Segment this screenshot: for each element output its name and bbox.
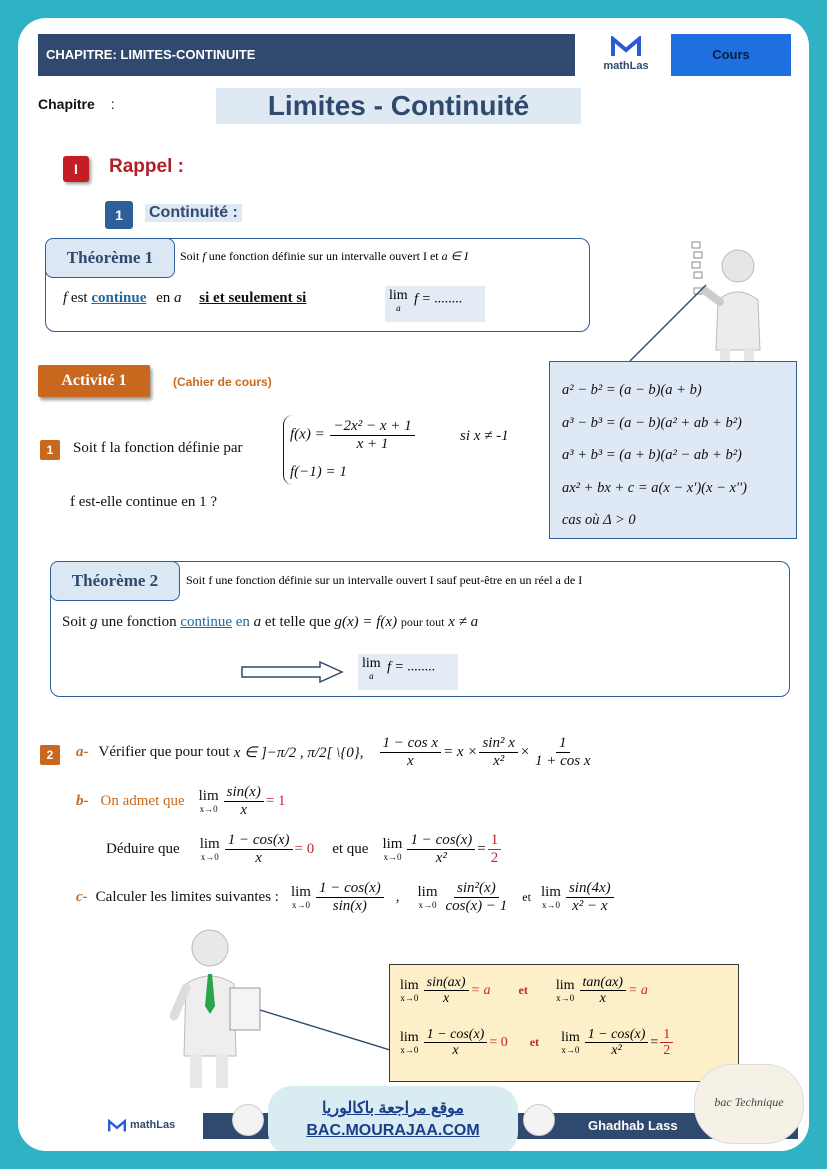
mathlas-logo-icon xyxy=(611,36,641,58)
s4-result xyxy=(660,1027,673,1059)
q2-a-eq: = x × xyxy=(443,743,478,760)
q2-d2-rnum: 1 xyxy=(488,832,502,850)
definition-line-1 xyxy=(290,418,417,452)
t2-fonction: une fonction xyxy=(101,614,177,630)
t2-cond: x ≠ a xyxy=(448,614,479,630)
t1-line-f: f xyxy=(63,290,68,306)
q2-a-text: Vérifier que pour tout xyxy=(98,743,230,760)
page-title: Limites - Continuité xyxy=(216,88,581,124)
s1-frac xyxy=(424,975,469,1007)
q2-c3-den: x² − x xyxy=(572,897,608,914)
identity-5: cas où Δ > 0 xyxy=(562,512,636,528)
s1-lim-word: lim xyxy=(400,978,419,994)
identity-1: a² − b² = (a − b)(a + b) xyxy=(562,382,702,398)
s1-lim-sub: x→0 xyxy=(400,993,419,1004)
theorem-1-statement xyxy=(180,249,468,264)
q2-c1-lim-sub: x→0 xyxy=(291,900,310,910)
s3-res: = 0 xyxy=(489,1034,508,1050)
q2-c1-den: sin(x) xyxy=(332,897,367,914)
footer-author: Ghadhab Lass xyxy=(588,1118,678,1133)
s4-lim-sub: x→0 xyxy=(561,1045,580,1056)
s3-lim-sub: x→0 xyxy=(400,1045,419,1056)
subsection-number: 1 xyxy=(105,201,133,229)
stamp-text: bac Technique xyxy=(714,1095,784,1109)
s1-res: = a xyxy=(470,982,491,998)
q2-a-f2-den: x² xyxy=(493,752,505,769)
t1-soit: Soit xyxy=(180,249,200,263)
q2-a-label: a- xyxy=(76,743,89,760)
t1-f: f xyxy=(202,249,206,263)
s1-num: sin(ax) xyxy=(424,975,469,991)
q2-a-times: × xyxy=(519,743,531,760)
t1-lim-word: lim xyxy=(389,288,408,303)
t2-continue: continue xyxy=(180,614,232,630)
q2-d2-lim-sub: x→0 xyxy=(383,852,402,862)
q2-c-line xyxy=(76,880,616,914)
theorem-1-label: Théorème 1 xyxy=(45,238,175,278)
q2-c2-frac xyxy=(443,880,511,914)
q2-d2-lim-word: lim xyxy=(382,836,403,852)
theorem-2-label: Théorème 2 xyxy=(50,561,180,601)
chapter-header: CHAPITRE: LIMITES-CONTINUITE xyxy=(38,34,575,76)
theorem-1-line xyxy=(63,290,306,307)
q2-a-f1-den: x xyxy=(406,752,414,769)
question-1-number: 1 xyxy=(40,440,60,460)
s4-lim-word: lim xyxy=(561,1030,580,1046)
q2-c2-lim-sub: x→0 xyxy=(418,900,437,910)
identities-box xyxy=(549,361,797,539)
s3-den: x xyxy=(452,1043,459,1059)
identity-4: ax² + bx + c = a(x − x')(x − x'') xyxy=(562,479,747,496)
q2-c2-lim-word: lim xyxy=(417,884,438,900)
t1-cond: a ∈ I xyxy=(441,249,469,263)
s2-den: x xyxy=(599,991,606,1007)
activity-1-note: (Cahier de cours) xyxy=(173,375,272,389)
def1-cond: si x ≠ -1 xyxy=(460,428,509,444)
t1-desc: une fonction définie sur un intervalle ouvert I et xyxy=(208,249,439,263)
q2-c3-frac xyxy=(566,880,614,914)
q2-d2-num: 1 − cos(x) xyxy=(407,832,475,850)
q2-d1-lim xyxy=(200,836,220,862)
t1-lim-sub: a xyxy=(396,303,401,313)
q2-d2-lim xyxy=(382,836,402,862)
q2-c-text: Calculer les limites suivantes : xyxy=(95,888,279,905)
section-title: Rappel : xyxy=(109,156,184,177)
theorem-1-limit xyxy=(385,286,485,322)
t2-en: en xyxy=(235,614,250,630)
q2-comma: , xyxy=(395,888,400,905)
q2-d2-eq: = xyxy=(477,840,486,857)
q2-c3-lim xyxy=(541,884,561,910)
s3-lim xyxy=(400,1030,419,1055)
theorem-2-line xyxy=(62,614,478,631)
def1-den: x + 1 xyxy=(356,435,389,452)
footer-logo-text: mathLas xyxy=(130,1119,176,1131)
q2-c3-lim-sub: x→0 xyxy=(541,900,560,910)
q2-b-lim-sub: x→0 xyxy=(199,804,218,814)
t2-lim-sub: a xyxy=(369,671,374,681)
q2-deduire-line xyxy=(106,832,503,866)
promo-badge-left-icon xyxy=(232,1104,264,1136)
chapter-colon: : xyxy=(110,96,115,112)
mathlas-logo-text: mathLas xyxy=(603,60,649,72)
section-number: I xyxy=(63,156,89,182)
t2-a: a xyxy=(253,614,262,630)
s2-lim-sub: x→0 xyxy=(556,993,575,1004)
definition-line-2: f(−1) = 1 xyxy=(290,464,347,480)
promo-arabic: موقع مراجعة باكالوريا xyxy=(322,1100,464,1117)
q2-b-num: sin(x) xyxy=(224,784,264,802)
q2-d2-frac xyxy=(407,832,475,866)
promo-url-link[interactable]: BAC.MOURAJAA.COM xyxy=(306,1122,480,1139)
theorem-2-statement: Soit f une fonction définie sur un intervalle ouvert I sauf peut-être en un réel a de I xyxy=(186,573,583,587)
s2-lim xyxy=(556,978,575,1003)
def1-frac xyxy=(330,418,414,452)
summary-row-2 xyxy=(400,1027,675,1059)
t2-pour: pour tout xyxy=(400,615,445,629)
limits-summary-box xyxy=(389,964,739,1082)
bac-technique-stamp xyxy=(694,1064,804,1144)
q2-a-f3 xyxy=(532,735,594,769)
q2-a-f2-num: sin² x xyxy=(479,735,517,753)
cours-badge: Cours xyxy=(671,34,791,76)
identity-2: a³ − b³ = (a − b)(a² + ab + b²) xyxy=(562,414,742,431)
q2-b-result: = 1 xyxy=(265,792,286,809)
q2-a-f3-den: 1 + cos x xyxy=(535,752,591,769)
q2-c3-num: sin(4x) xyxy=(566,880,614,898)
q2-b-text: On admet que xyxy=(100,792,185,809)
q2-d2-den: x² xyxy=(435,849,447,866)
q2-c3-lim-word: lim xyxy=(540,884,561,900)
q2-c1-lim-word: lim xyxy=(290,884,311,900)
q2-c1-num: 1 − cos(x) xyxy=(316,880,384,898)
t2-eq: g(x) = f(x) xyxy=(334,614,398,630)
t1-line-continue: continue xyxy=(91,290,147,306)
t2-g: g xyxy=(89,614,98,630)
question-1-intro: Soit f la fonction définie par xyxy=(73,440,243,456)
q2-b-den: x xyxy=(240,801,248,818)
q2-b-label: b- xyxy=(76,792,89,809)
s2-num: tan(ax) xyxy=(580,975,626,991)
t1-line-a: a xyxy=(174,290,182,306)
t1-lim xyxy=(389,288,408,313)
implies-arrow-icon xyxy=(240,660,345,684)
q2-a-f1-num: 1 − cos x xyxy=(380,735,442,753)
q2-b-frac xyxy=(224,784,264,818)
s4-eq: = xyxy=(650,1034,659,1050)
q2-deduire: Déduire que xyxy=(106,840,180,857)
def1-num: −2x² − x + 1 xyxy=(330,418,414,436)
theorem-2-limit xyxy=(358,654,458,690)
person-holding-paper-icon xyxy=(168,926,268,1091)
subsection-title: Continuité : xyxy=(145,204,242,222)
promo-banner[interactable] xyxy=(268,1086,518,1151)
def1-lhs: f(x) = xyxy=(290,426,325,443)
q2-et: et xyxy=(522,889,531,904)
s3-et: et xyxy=(529,1035,540,1050)
t2-lim-expr: f = ........ xyxy=(387,659,436,675)
s4-frac xyxy=(585,1027,649,1059)
person-figure-2 xyxy=(168,926,268,1091)
s2-lim-word: lim xyxy=(555,978,575,994)
t1-line-en: en xyxy=(156,290,171,306)
q2-a-f3-num: 1 xyxy=(556,735,570,753)
document-page xyxy=(18,18,809,1151)
activity-1-label: Activité 1 xyxy=(38,365,150,397)
s2-frac xyxy=(580,975,626,1007)
chapter-label xyxy=(38,96,115,112)
s4-den: x² xyxy=(611,1043,622,1059)
s3-frac xyxy=(424,1027,488,1059)
s4-rnum: 1 xyxy=(660,1027,673,1043)
q2-a-f1 xyxy=(380,735,442,769)
q2-d1-lim-word: lim xyxy=(199,836,220,852)
q2-d1-frac xyxy=(225,832,293,866)
s1-et: et xyxy=(518,983,528,998)
q2-b-lim xyxy=(199,788,219,814)
chapter-label-text: Chapitre xyxy=(38,96,95,112)
q2-d1-num: 1 − cos(x) xyxy=(225,832,293,850)
q2-d1-den: x xyxy=(255,849,262,866)
t1-lim-expr: f = ........ xyxy=(414,291,463,307)
q2-c1-lim xyxy=(291,884,311,910)
q2-d1-lim-sub: x→0 xyxy=(200,852,219,862)
summary-row-1 xyxy=(400,975,648,1007)
t2-lim xyxy=(362,656,381,681)
q2-d2-rden: 2 xyxy=(490,849,499,866)
t2-lim-word: lim xyxy=(362,656,381,671)
s3-lim-word: lim xyxy=(400,1030,419,1046)
q2-c-label: c- xyxy=(76,888,88,905)
t2-telle: et telle que xyxy=(264,614,331,630)
q2-a-interval: x ∈ ]−π/2 , π/2[ \{0}, xyxy=(233,744,364,761)
footer-logo-area xyxy=(38,1113,203,1139)
s4-rden: 2 xyxy=(663,1043,671,1059)
t1-line-ssi: si et seulement si xyxy=(199,290,307,306)
s4-num: 1 − cos(x) xyxy=(585,1027,649,1043)
q2-c2-num: sin²(x) xyxy=(454,880,499,898)
footer-logo-icon xyxy=(108,1119,126,1133)
q2-d1-result: = 0 xyxy=(294,840,315,857)
t1-line-est: est xyxy=(70,290,88,306)
s4-lim xyxy=(561,1030,580,1055)
t2-soit: Soit xyxy=(62,614,87,630)
s3-num: 1 − cos(x) xyxy=(424,1027,488,1043)
pointer-line xyxy=(618,283,708,363)
q2-d2-result xyxy=(488,832,502,866)
q2-b-line xyxy=(76,784,286,818)
q2-a-line xyxy=(76,735,596,769)
q2-et-que: et que xyxy=(332,840,369,857)
question-2-number: 2 xyxy=(40,745,60,765)
q2-a-f2 xyxy=(479,735,517,769)
q2-c2-den: cos(x) − 1 xyxy=(445,897,508,914)
question-1-text: f est-elle continue en 1 ? xyxy=(70,494,218,510)
mathlas-logo xyxy=(596,36,656,76)
s1-lim xyxy=(400,978,419,1003)
promo-badge-right-icon xyxy=(523,1104,555,1136)
q2-c2-lim xyxy=(417,884,437,910)
s2-res: = a xyxy=(627,982,648,998)
q2-b-lim-word: lim xyxy=(198,788,219,804)
identity-3: a³ + b³ = (a + b)(a² − ab + b²) xyxy=(562,447,742,463)
q2-c1-frac xyxy=(316,880,384,914)
pointer-line-2 xyxy=(258,1008,393,1053)
s1-den: x xyxy=(443,991,450,1007)
